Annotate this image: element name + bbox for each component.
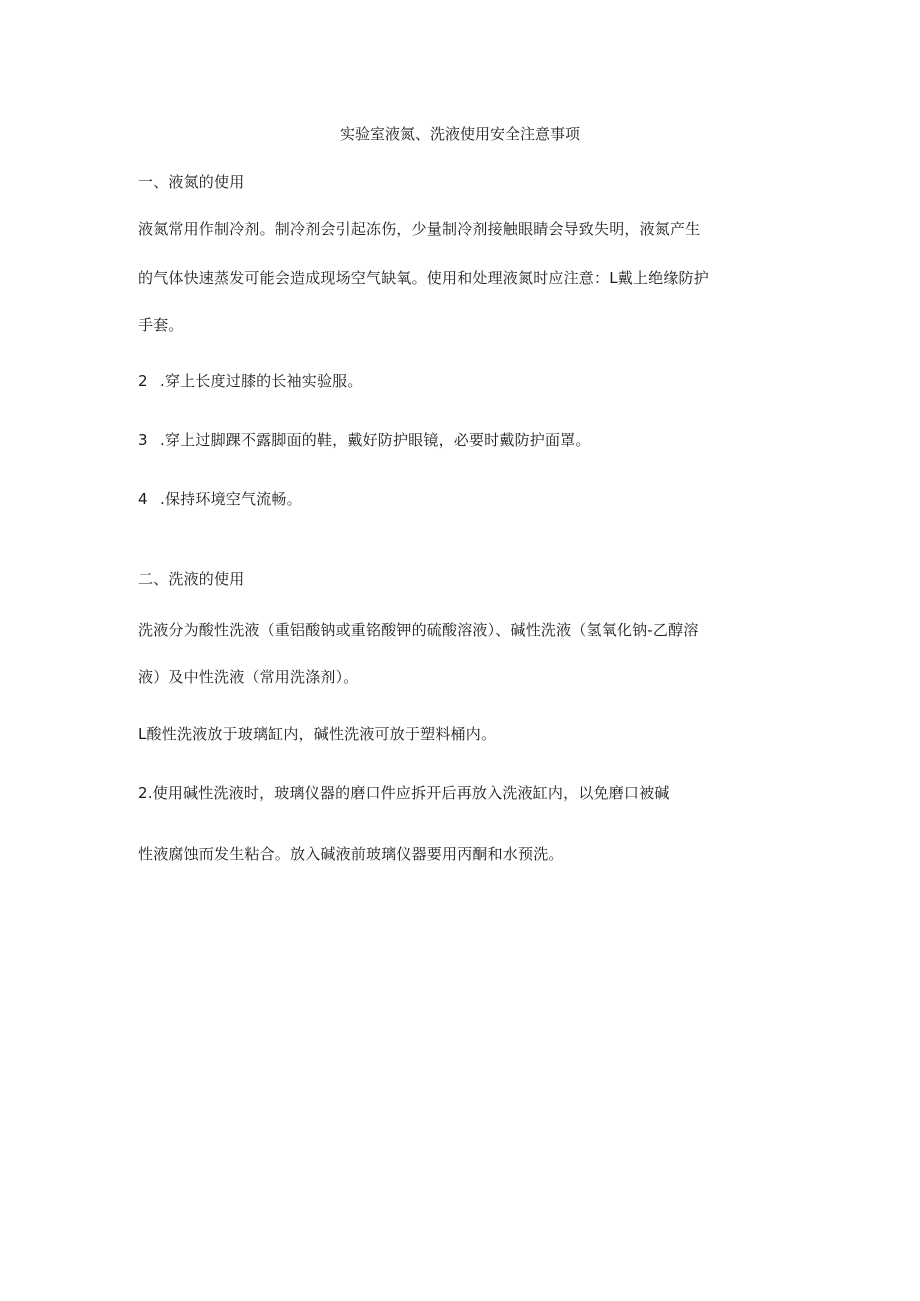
page-title: 实验室液氮、洗液使用安全注意事项: [339, 125, 580, 143]
section2-item-2-line2: 性液腐蚀而发生粘合。放入碱液前玻璃仪器要用丙酮和水预洗。: [138, 845, 564, 863]
section1-item-2: [138, 371, 363, 391]
section2-paragraph-line2: 液）及中性洗液（常用洗涤剂）。: [138, 668, 359, 686]
section2-heading: 二、洗液的使用: [138, 570, 245, 588]
item-text: .保持环境空气流畅。: [160, 490, 302, 508]
item-number: 4: [138, 490, 148, 508]
section1-paragraph-line3: 手套。: [138, 316, 184, 334]
item-text: .穿上过脚踝不露脚面的鞋，戴好防护眼镜，必要时戴防护面罩。: [160, 431, 591, 449]
section2-item-1: L酸性洗液放于玻璃缸内，碱性洗液可放于塑料桶内。: [138, 725, 497, 743]
section2-item-2-line1: 2.使用碱性洗液时，玻璃仪器的磨口件应拆开后再放入洗液缸内，以免磨口被碱: [138, 784, 670, 802]
item-number: 2: [138, 372, 148, 390]
section2-paragraph-line1: 洗液分为酸性洗液（重铝酸钠或重铭酸钾的硫酸溶液）、碱性洗液（氢氧化钠-乙醇溶: [138, 621, 699, 639]
section1-paragraph-line1: 液氮常用作制冷剂。制冷剂会引起冻伤，少量制冷剂接触眼睛会导致失明，液氮产生: [138, 220, 701, 238]
section1-item-4: [138, 489, 302, 509]
section1-heading: 一、液氮的使用: [138, 173, 245, 191]
item-number: 3: [138, 431, 148, 449]
section1-paragraph-line2: 的气体快速蒸发可能会造成现场空气缺氧。使用和处理液氮时应注意：L戴上绝缘防护: [138, 269, 709, 287]
section1-item-3: [138, 430, 591, 450]
item-text: .穿上长度过膝的长袖实验服。: [160, 372, 363, 390]
